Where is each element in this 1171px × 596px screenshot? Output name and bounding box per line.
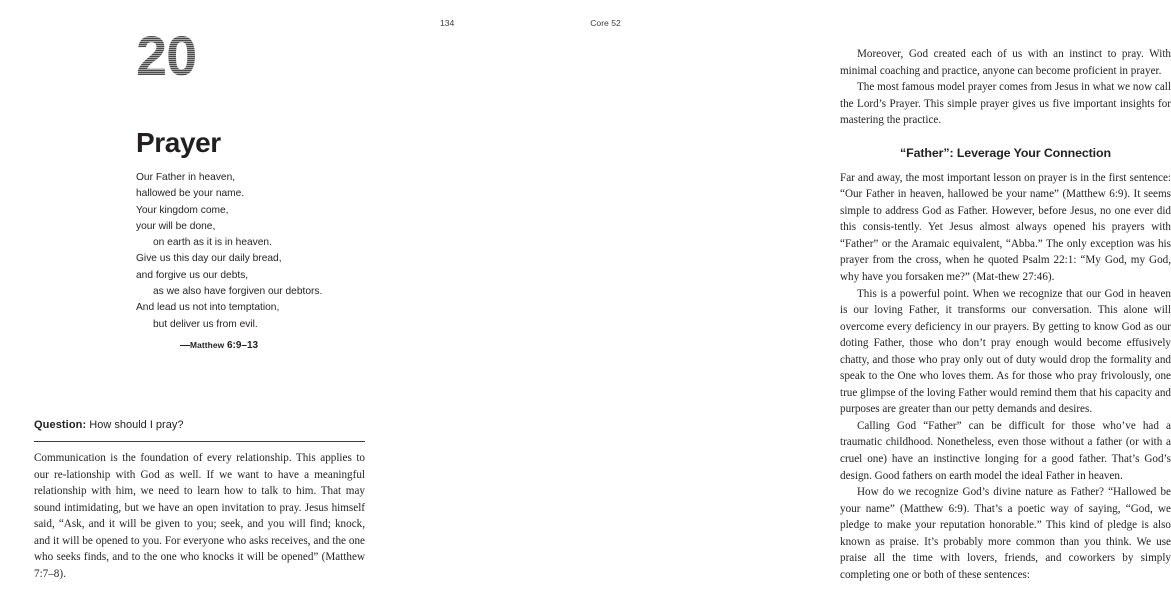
left-page — [0, 0, 399, 596]
body-paragraph: Moreover, God created each of us with an instinct to pray. With minimal coaching and practice, anyone can become proficient in prayer. — [840, 48, 1171, 77]
body-paragraph: Communication is the foundation of every relationship. This applies to our re-lationship with God as well. If we want to have a meaningful relationship with him, we need to learn how to talk to him. That may sound intimidating, but we have an open invitation to pray. Jesus himself said, “Ask, and it will be given to you; seek, and you will find; knock, and it will be opened to you. For everyone who asks receives, and the one who seeks finds, and to the one who knocks it will be opened” (Matthew 7:7–8). — [34, 452, 365, 580]
running-book-title: Core 52 — [590, 18, 621, 28]
epigraph-line: Give us this day our daily bread, — [136, 253, 282, 265]
attribution-source: Matthew — [190, 339, 225, 350]
body-paragraph: How do we recognize God’s divine nature as Father? “Hallowed be your name” (Matthew 6:9). That’s a poetic way of saying, “God, we pledge to make your reputation honorable.” This kind of pledge is also known as praise. It’s probably more common than you think. We use praise all the time with lovers, friends, and coworkers by simply completing one or both of these sentences: — [840, 486, 1171, 581]
epigraph-line: on earth as it is in heaven. — [153, 237, 272, 249]
body-paragraph: Calling God “Father” can be difficult for those who’ve had a traumatic childhood. Nonetheless, even those without a father (or with a cruel one) have an instinctive longing for a good father. That’s God’s design. Good fathers on earth model the ideal Father in heaven. — [840, 419, 1171, 482]
right-page-body — [840, 46, 1171, 583]
epigraph-line: your will be done, — [136, 220, 216, 232]
attribution-reference: 6:9–13 — [224, 339, 259, 351]
body-paragraph: Far and away, the most important lesson on prayer is in the first sentence: “Our Father in heaven, hallowed be your name” (Matthew 6:9). It seems simple to address God as Father. However, before Jesus, no one ever did this consis-tently. Yet Jesus almost always opened his prayers with “Father” or the Aramaic equivalent, “Abba.” The only exception was his prayer from the cross, when he quoted Psalm 22:1: “My God, my God, why have you forsaken me?” (Mat-thew 27:46). — [840, 171, 1171, 284]
epigraph-line: hallowed be your name. — [136, 188, 245, 200]
epigraph-poem — [136, 170, 376, 354]
attribution-dash: — — [180, 339, 190, 351]
epigraph-attribution — [136, 337, 376, 354]
epigraph-line: as we also have forgiven our debtors. — [153, 286, 323, 298]
left-page-body — [34, 450, 365, 582]
section-heading: “Father”: Leverage Your Connection — [900, 145, 1111, 160]
epigraph-line: And lead us not into temptation, — [136, 302, 280, 314]
epigraph-line: Your kingdom come, — [136, 204, 229, 216]
chapter-title: Prayer — [136, 126, 221, 158]
right-page — [399, 0, 1171, 596]
epigraph-line: but deliver us from evil. — [153, 318, 258, 330]
chapter-number: 20 — [136, 24, 197, 87]
body-paragraph: The most famous model prayer comes from Jesus in what we now call the Lord’s Prayer. This simple prayer gives us five important insights for mastering the practice. — [840, 81, 1171, 127]
body-paragraph: This is a powerful point. When we recognize that our God in heaven is our loving Father, it transforms our conversation. This alone will overcome every deficiency in our prayers. By getting to know God as our doting Father, those who don’t pray enough would become effusively chatty, and those who pray only out of duty would drop the formality and speak to the One who loves them. As for those who pray frivolously, one true glimpse of the loving Father would remind them that his capacity and purposes are greater than our petty demands and desires. — [840, 287, 1171, 416]
page-number: 134 — [440, 18, 455, 28]
question-divider — [34, 441, 365, 442]
question-label: Question: — [34, 419, 87, 431]
epigraph-line: Our Father in heaven, — [136, 172, 236, 183]
epigraph-line: and forgive us our debts, — [136, 269, 249, 281]
question-text: How should I pray? — [86, 419, 184, 431]
question-heading — [34, 419, 365, 431]
